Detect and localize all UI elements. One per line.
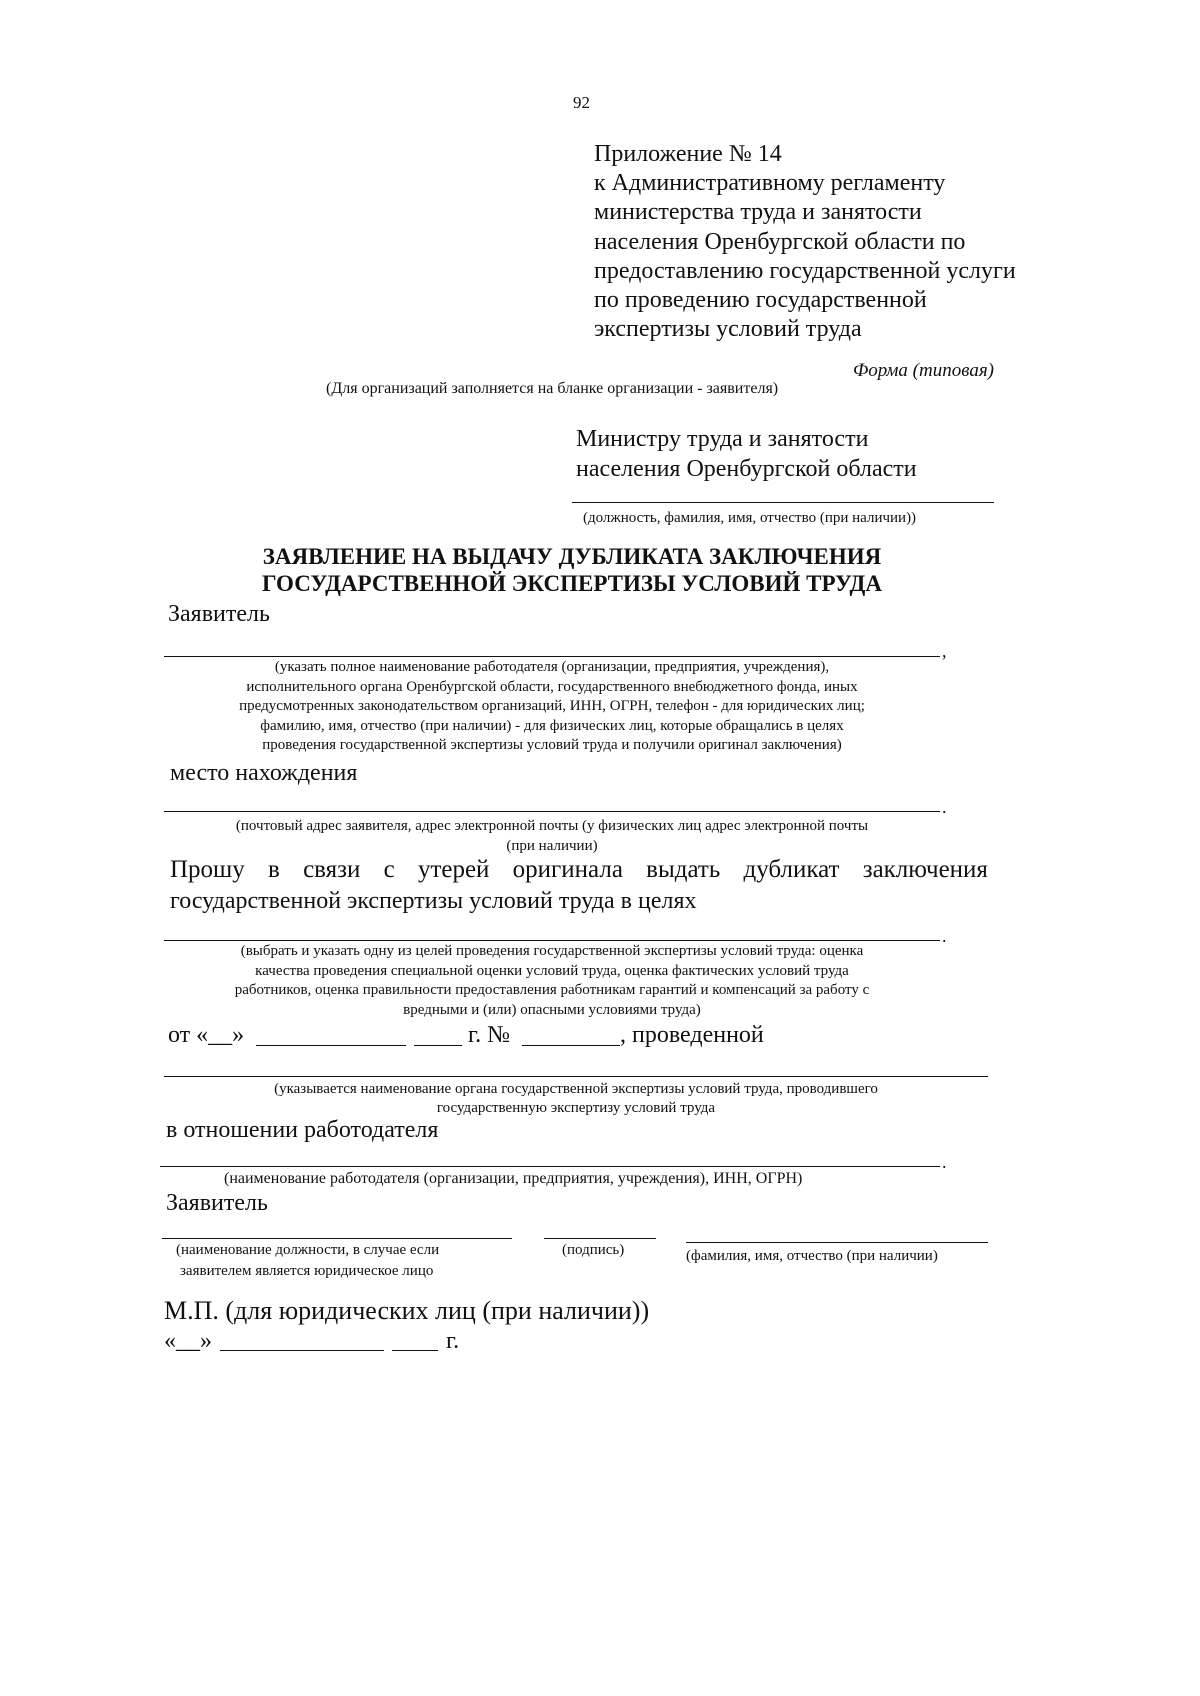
- signature-hint: (подпись): [562, 1242, 625, 1258]
- applicant-trail: ,: [942, 641, 947, 661]
- purpose-hint-line: качества проведения специальной оценки условий труда, оценка фактических условий труда: [255, 962, 849, 979]
- applicant-hint-line: проведения государственной экспертизы условий труда и получили оригинал заключения): [262, 737, 842, 753]
- purpose-hint: [164, 942, 940, 1020]
- position-hint-line-1: (наименование должности, в случае если: [176, 1242, 440, 1258]
- appendix-line: Приложение № 14: [594, 141, 782, 167]
- employer-trail: .: [942, 1152, 947, 1172]
- org-note: (Для организаций заполняется на бланке организации - заявителя): [326, 380, 779, 397]
- request-line-1: [170, 856, 988, 884]
- document-number-blank[interactable]: [522, 1045, 620, 1046]
- date-year-number-label: г. №: [468, 1022, 511, 1048]
- location-trail: .: [942, 797, 947, 817]
- title-line-1: ЗАЯВЛЕНИЕ НА ВЫДАЧУ ДУБЛИКАТА ЗАКЛЮЧЕНИЯ: [262, 544, 882, 569]
- appendix-block: [594, 140, 1016, 344]
- request-line-2: государственной экспертизы условий труда в целях: [170, 888, 697, 914]
- date-month-blank[interactable]: [256, 1045, 406, 1046]
- position-hint-line-2: заявителем является юридическое лицо: [180, 1263, 434, 1279]
- document-title: [160, 543, 984, 597]
- title-line-2: ГОСУДАРСТВЕННОЙ ЭКСПЕРТИЗЫ УСЛОВИЙ ТРУДА: [261, 571, 882, 596]
- purpose-hint-line: вредными и (или) опасными условиями труда): [403, 1001, 701, 1018]
- form-type-label: Форма (типовая): [852, 360, 994, 381]
- purpose-rule: [164, 940, 940, 941]
- date-prefix: от «__»: [168, 1022, 245, 1048]
- appendix-line: экспертизы условий труда: [594, 316, 862, 343]
- purpose-hint-line: работников, оценка правильности предоставления работникам гарантий и компенсаций за работу с: [234, 982, 870, 998]
- authority-hint-line: (указывается наименование органа государственной экспертизы условий труда, проводившего: [274, 1081, 878, 1097]
- position-rule[interactable]: [162, 1238, 512, 1239]
- request-word: оригинала: [512, 856, 623, 883]
- request-word: заключения: [862, 856, 988, 883]
- date-suffix: , проведенной: [620, 1022, 764, 1048]
- location-label: место нахождения: [170, 760, 358, 786]
- applicant-label: Заявитель: [168, 601, 270, 627]
- request-word: с: [383, 856, 395, 883]
- request-word: Прошу: [170, 856, 245, 883]
- appendix-line: населения Оренбургской области по: [594, 228, 966, 255]
- request-word: дубликат: [743, 856, 840, 883]
- employer-rule: [160, 1166, 940, 1167]
- authority-hint-line: государственную экспертизу условий труда: [436, 1100, 716, 1116]
- signature-rule[interactable]: [544, 1238, 656, 1239]
- applicant-hint-line: предусмотренных законодательством организаций, ИНН, ОГРН, телефон - для юридических лиц;: [239, 698, 865, 714]
- location-hint: [164, 816, 940, 856]
- signature-applicant-label: Заявитель: [166, 1190, 268, 1216]
- authority-hint: [164, 1080, 988, 1118]
- addressee-hint: (должность, фамилия, имя, отчество (при наличии)): [583, 510, 917, 526]
- purpose-trail: .: [942, 926, 947, 946]
- final-date-suffix: г.: [446, 1328, 460, 1354]
- full-name-rule[interactable]: [686, 1242, 988, 1243]
- request-word: утерей: [417, 856, 490, 883]
- purpose-hint-line: (выбрать и указать одну из целей проведения государственной экспертизы условий труда: оценка: [240, 943, 864, 959]
- location-hint-line: (при наличии): [506, 838, 598, 854]
- appendix-line: к Административному регламенту: [594, 170, 946, 197]
- stamp-note: М.П. (для юридических лиц (при наличии)): [164, 1296, 650, 1325]
- addressee-rule: [572, 502, 994, 503]
- employer-hint: (наименование работодателя (организации, предприятия, учреждения), ИНН, ОГРН): [224, 1170, 803, 1187]
- appendix-line: по проведению государственной: [594, 287, 927, 314]
- applicant-hint: [164, 658, 940, 756]
- appendix-line: предоставлению государственной услуги: [594, 257, 1016, 284]
- location-hint-line: (почтовый адрес заявителя, адрес электронной почты (у физических лиц адрес электронной почты: [235, 818, 869, 834]
- addressee-line-2: населения Оренбургской области: [576, 456, 917, 482]
- authority-rule: [164, 1076, 988, 1077]
- applicant-hint-line: исполнительного органа Оренбургской области, государственного внебюджетного фонда, иных: [246, 678, 858, 695]
- employer-label: в отношении работодателя: [166, 1117, 439, 1143]
- applicant-rule: [164, 656, 940, 657]
- request-word: связи: [303, 856, 361, 883]
- applicant-hint-line: (указать полное наименование работодателя (организации, предприятия, учреждения),: [274, 659, 830, 675]
- request-word: в: [268, 856, 280, 883]
- location-rule: [164, 811, 940, 812]
- page-number: 92: [573, 93, 590, 112]
- applicant-hint-line: фамилию, имя, отчество (при наличии) - для физических лиц, которые обращались в целях: [260, 717, 844, 734]
- full-name-hint: (фамилия, имя, отчество (при наличии): [686, 1248, 938, 1264]
- final-date-month-blank[interactable]: [220, 1350, 384, 1351]
- request-word: выдать: [646, 856, 721, 883]
- addressee-line-1: Министру труда и занятости: [576, 426, 869, 452]
- appendix-line: министерства труда и занятости: [594, 199, 922, 226]
- final-date-year-blank[interactable]: [392, 1350, 438, 1351]
- date-year-blank[interactable]: [414, 1045, 462, 1046]
- final-date-prefix: «__»: [164, 1328, 212, 1354]
